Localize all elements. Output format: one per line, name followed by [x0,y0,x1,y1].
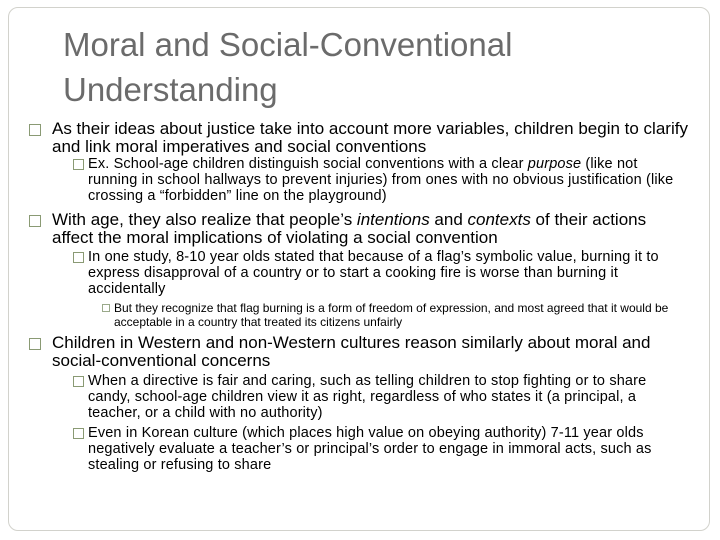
square-bullet-icon [29,338,41,350]
square-bullet-icon [73,159,84,170]
bullet-level2-item [73,425,689,473]
bullet-level1-item [29,120,689,156]
square-bullet-icon [73,376,84,387]
slide [8,7,710,531]
emphasis-text: contexts [467,210,531,229]
bullet-text: As their ideas about justice take into account more variables, children begin to clarify and link moral imperatives and social conventions [52,119,688,156]
bullet-level2-item [73,249,689,297]
bullet-text: Children in Western and non-Western cultures reason similarly about moral and social-conventional concerns [52,333,651,370]
slide-title: Moral and Social-Conventional Understanding [63,26,513,108]
emphasis-text: intentions [356,210,430,229]
bullet-text: With age, they also realize that people’s intentions and contexts of their actions affect the moral implications of violating a social convention [52,210,647,247]
bullet-text: Ex. School-age children distinguish social conventions with a clear purpose (like not running in school hallways to prevent injuries) from ones with no obvious justification (like crossing a “forbidden” line on the playground) [88,156,674,204]
bullet-text: In one study, 8-10 year olds stated that because of a flag’s symbolic value, burning it to express disapproval of a country or to start a cooking fire is worse than burning it accidentally [88,249,659,297]
bullet-level2-item [73,156,689,204]
bullet-text: When a directive is fair and caring, such as telling children to stop fighting or to share candy, school-age children view it as right, regardless of who states it (a principal, a teacher, or a child with no authority) [88,373,647,421]
bullet-level3-item [102,301,682,329]
bullet-text: Even in Korean culture (which places high value on obeying authority) 7-11 year olds negatively evaluate a teacher’s or principal’s order to engage in immoral acts, such as stealing or refusing to share [88,425,652,473]
bullet-level1-item [29,334,689,370]
bullet-level2-item [73,373,689,421]
square-bullet-icon [73,252,84,263]
square-bullet-icon [73,428,84,439]
emphasis-text: purpose [527,156,582,172]
bullet-level1-item [29,211,689,247]
square-bullet-icon [29,215,41,227]
square-bullet-icon [102,304,110,312]
square-bullet-icon [29,124,41,136]
bullet-text: But they recognize that flag burning is a form of freedom of expression, and most agreed that it would be acceptable in a country that treated its citizens unfairly [114,301,669,329]
